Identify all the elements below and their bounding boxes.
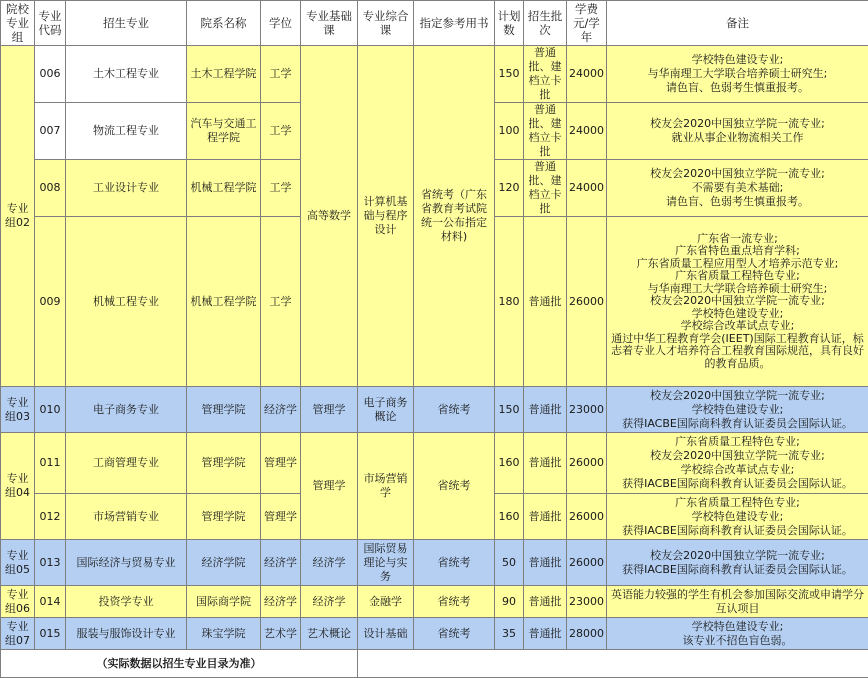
remark-line: 就业从事企业物流相关工作: [609, 131, 866, 145]
code-cell: 007: [35, 103, 66, 160]
group-cell: 专业组02: [1, 46, 35, 387]
remark-line: 学校特色建设专业;: [609, 403, 866, 417]
remark-line: 获得IACBE国际商科教育认证委员会国际认证。: [609, 524, 866, 538]
footer-note: （实际数据以招生专业目录为准）: [1, 650, 358, 678]
batch-cell: 普通批、建档立卡批: [524, 160, 567, 217]
college-cell: 机械工程学院: [187, 160, 261, 217]
header-ref-books: 指定参考用书: [414, 1, 495, 46]
tuition-cell: 24000: [567, 160, 607, 217]
tuition-cell: 26000: [567, 433, 607, 494]
header-batch: 招生批次: [524, 1, 567, 46]
remark-line: 学校特色建设专业;: [609, 620, 866, 634]
code-cell: 011: [35, 433, 66, 494]
batch-cell: 普通批: [524, 494, 567, 540]
tuition-cell: 24000: [567, 46, 607, 103]
major-cell: 机械工程专业: [66, 217, 187, 387]
comp-course-cell: 电子商务概论: [358, 387, 414, 433]
header-college: 院系名称: [187, 1, 261, 46]
remark-line: 英语能力较强的学生有机会参加国际交流或申请学分互认项目: [609, 588, 866, 616]
basic-course-cell: 经济学: [301, 540, 358, 586]
remark-line: 校友会2020中国独立学院一流专业;: [609, 549, 866, 563]
batch-cell: 普通批: [524, 586, 567, 618]
remark-line: 广东省质量工程特色专业;: [609, 496, 866, 510]
degree-cell: 经济学: [261, 540, 301, 586]
ref-books-cell: 省统考: [414, 387, 495, 433]
remark-line: 广东省质量工程特色专业;: [609, 270, 866, 283]
group-cell: 专业组07: [1, 618, 35, 650]
college-cell: 国际商学院: [187, 586, 261, 618]
remark-line: 该专业不招色盲色弱。: [609, 634, 866, 648]
tuition-cell: 26000: [567, 217, 607, 387]
basic-course-cell: 高等数学: [301, 46, 358, 387]
major-cell: 国际经济与贸易专业: [66, 540, 187, 586]
basic-course-cell: 管理学: [301, 387, 358, 433]
college-cell: 珠宝学院: [187, 618, 261, 650]
plan-cell: 120: [495, 160, 524, 217]
remarks-cell: [607, 387, 868, 433]
basic-course-cell: 管理学: [301, 433, 358, 540]
batch-cell: 普通批、建档立卡批: [524, 103, 567, 160]
remarks-cell: [607, 160, 868, 217]
code-cell: 006: [35, 46, 66, 103]
remark-line: 获得IACBE国际商科教育认证委员会国际认证。: [609, 477, 866, 491]
code-cell: 010: [35, 387, 66, 433]
college-cell: 管理学院: [187, 433, 261, 494]
remark-line: 获得IACBE国际商科教育认证委员会国际认证。: [609, 563, 866, 577]
batch-cell: 普通批: [524, 387, 567, 433]
degree-cell: 工学: [261, 160, 301, 217]
remark-line: 与华南理工大学联合培养硕士研究生;: [609, 67, 866, 81]
plan-cell: 150: [495, 387, 524, 433]
tuition-cell: 28000: [567, 618, 607, 650]
header-remarks: 备注: [607, 1, 868, 46]
tuition-cell: 23000: [567, 586, 607, 618]
ref-books-cell: 省统考（广东省教育考试院统一公布指定材料): [414, 46, 495, 387]
major-cell: 服装与服饰设计专业: [66, 618, 187, 650]
degree-cell: 艺术学: [261, 618, 301, 650]
major-cell: 工商管理专业: [66, 433, 187, 494]
header-basic-course: 专业基础课: [301, 1, 358, 46]
degree-cell: 经济学: [261, 387, 301, 433]
batch-cell: 普通批: [524, 433, 567, 494]
comp-course-cell: 设计基础: [358, 618, 414, 650]
ref-books-cell: 省统考: [414, 618, 495, 650]
remarks-cell: [607, 494, 868, 540]
header-degree: 学位: [261, 1, 301, 46]
plan-cell: 90: [495, 586, 524, 618]
group-cell: 专业组06: [1, 586, 35, 618]
tuition-cell: 26000: [567, 540, 607, 586]
degree-cell: 工学: [261, 103, 301, 160]
table-row: [1, 618, 868, 650]
remarks-cell: [607, 586, 868, 618]
batch-cell: 普通批、建档立卡批: [524, 46, 567, 103]
remark-line: 广东省特色重点培育学科;: [609, 245, 866, 258]
plan-cell: 100: [495, 103, 524, 160]
major-cell: 投资学专业: [66, 586, 187, 618]
remark-line: 广东省一流专业;: [609, 233, 866, 246]
header-plan: 计划数: [495, 1, 524, 46]
batch-cell: 普通批: [524, 540, 567, 586]
header-row: [1, 1, 868, 46]
major-cell: 物流工程专业: [66, 103, 187, 160]
footer-blank: [358, 650, 868, 678]
remark-line: 校友会2020中国独立学院一流专业;: [609, 389, 866, 403]
comp-course-cell: 市场营销学: [358, 433, 414, 540]
remarks-cell: [607, 433, 868, 494]
header-comp-course: 专业综合课: [358, 1, 414, 46]
basic-course-cell: 经济学: [301, 586, 358, 618]
table-row: [1, 540, 868, 586]
batch-cell: 普通批: [524, 618, 567, 650]
table-row: [1, 387, 868, 433]
header-group: 院校专业组: [1, 1, 35, 46]
college-cell: 经济学院: [187, 540, 261, 586]
remark-line: 与华南理工大学联合培养硕士研究生;: [609, 283, 866, 296]
remarks-cell: [607, 46, 868, 103]
group-cell: 专业组05: [1, 540, 35, 586]
tuition-cell: 26000: [567, 494, 607, 540]
remark-line: 校友会2020中国独立学院一流专业;: [609, 167, 866, 181]
remark-line: 学校综合改革试点专业;: [609, 320, 866, 333]
remark-line: 广东省质量工程特色专业;: [609, 435, 866, 449]
college-cell: 管理学院: [187, 387, 261, 433]
plan-cell: 160: [495, 433, 524, 494]
code-cell: 008: [35, 160, 66, 217]
remark-line: 不需要有美术基础;: [609, 181, 866, 195]
batch-cell: 普通批: [524, 217, 567, 387]
code-cell: 013: [35, 540, 66, 586]
footer-row: [1, 650, 868, 678]
comp-course-cell: 国际贸易理论与实务: [358, 540, 414, 586]
remarks-cell: [607, 618, 868, 650]
remark-line: 请色盲、色弱考生慎重报考。: [609, 195, 866, 209]
table-row: [1, 433, 868, 494]
degree-cell: 管理学: [261, 494, 301, 540]
remark-line: 校友会2020中国独立学院一流专业;: [609, 295, 866, 308]
remark-line: 校友会2020中国独立学院一流专业;: [609, 449, 866, 463]
remarks-cell: [607, 540, 868, 586]
remark-line: 校友会2020中国独立学院一流专业;: [609, 117, 866, 131]
group-cell: 专业组04: [1, 433, 35, 540]
group-cell: 专业组03: [1, 387, 35, 433]
remark-line: 广东省质量工程应用型人才培养示范专业;: [609, 258, 866, 271]
comp-course-cell: 金融学: [358, 586, 414, 618]
degree-cell: 管理学: [261, 433, 301, 494]
ref-books-cell: 省统考: [414, 540, 495, 586]
plan-cell: 35: [495, 618, 524, 650]
remark-line: 通过中华工程教育学会(IEET)国际工程教育认证，标志着专业人才培养符合工程教育国际规范，具有良好的教育品质。: [609, 333, 866, 371]
ref-books-cell: 省统考: [414, 433, 495, 540]
degree-cell: 经济学: [261, 586, 301, 618]
major-cell: 土木工程专业: [66, 46, 187, 103]
comp-course-cell: 计算机基础与程序设计: [358, 46, 414, 387]
remark-line: 学校特色建设专业;: [609, 53, 866, 67]
remark-line: 获得IACBE国际商科教育认证委员会国际认证。: [609, 417, 866, 431]
ref-books-cell: 省统考: [414, 586, 495, 618]
college-cell: 管理学院: [187, 494, 261, 540]
header-tuition: 学费元/学年: [567, 1, 607, 46]
code-cell: 014: [35, 586, 66, 618]
header-major: 招生专业: [66, 1, 187, 46]
code-cell: 012: [35, 494, 66, 540]
remark-line: 学校特色建设专业;: [609, 308, 866, 321]
remark-line: 请色盲、色弱考生慎重报考。: [609, 81, 866, 95]
college-cell: 机械工程学院: [187, 217, 261, 387]
plan-cell: 150: [495, 46, 524, 103]
major-cell: 工业设计专业: [66, 160, 187, 217]
remark-line: 学校特色建设专业;: [609, 510, 866, 524]
header-code: 专业代码: [35, 1, 66, 46]
remarks-cell: [607, 103, 868, 160]
plan-cell: 160: [495, 494, 524, 540]
code-cell: 015: [35, 618, 66, 650]
major-cell: 市场营销专业: [66, 494, 187, 540]
remarks-cell: [607, 217, 868, 387]
tuition-cell: 24000: [567, 103, 607, 160]
degree-cell: 工学: [261, 217, 301, 387]
basic-course-cell: 艺术概论: [301, 618, 358, 650]
college-cell: 土木工程学院: [187, 46, 261, 103]
plan-cell: 180: [495, 217, 524, 387]
table-row: [1, 586, 868, 618]
table-row: [1, 46, 868, 103]
tuition-cell: 23000: [567, 387, 607, 433]
plan-cell: 50: [495, 540, 524, 586]
code-cell: 009: [35, 217, 66, 387]
college-cell: 汽车与交通工程学院: [187, 103, 261, 160]
remark-line: 学校综合改革试点专业;: [609, 463, 866, 477]
major-cell: 电子商务专业: [66, 387, 187, 433]
degree-cell: 工学: [261, 46, 301, 103]
